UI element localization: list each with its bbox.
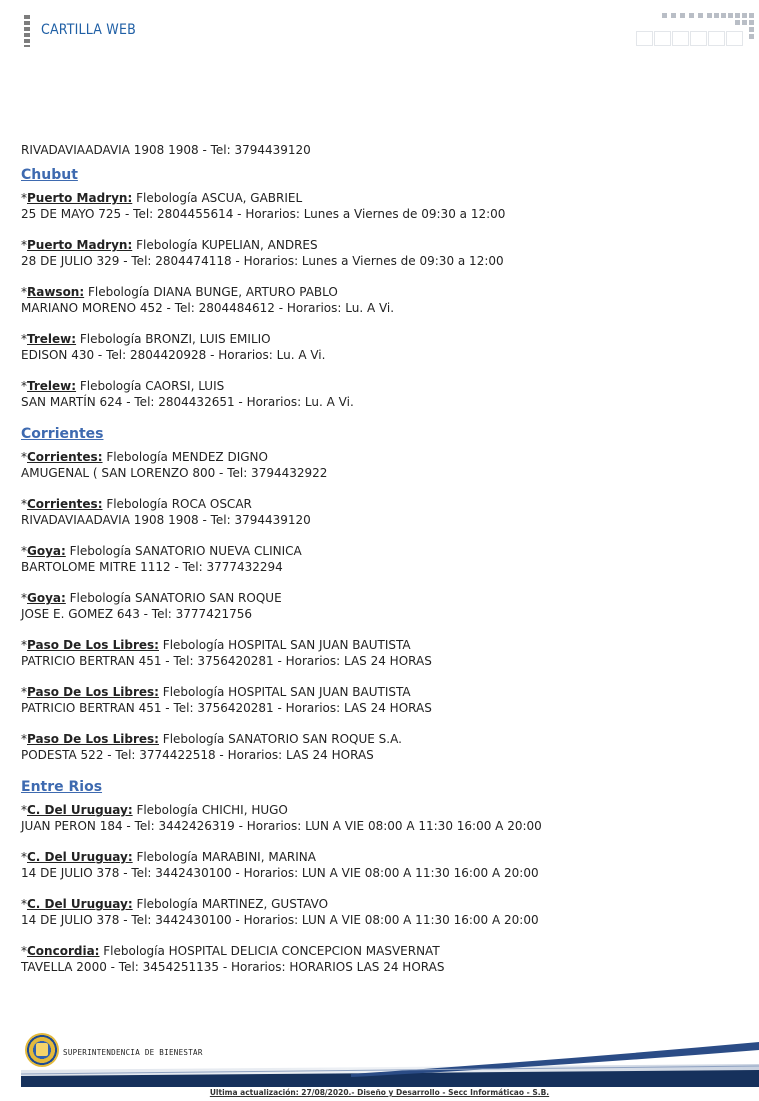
bullet-asterisk: *: [21, 379, 27, 393]
bullet-asterisk: *: [21, 544, 27, 558]
decoration-box: [690, 31, 707, 46]
provider-city: C. Del Uruguay:: [27, 897, 133, 911]
decoration-square: [742, 13, 747, 18]
provider-city: Paso De Los Libres:: [27, 732, 159, 746]
provider-name: Flebología CHICHI, HUGO: [132, 803, 288, 817]
provider-name: Flebología MENDEZ DIGNO: [102, 450, 268, 464]
provider-city: Paso De Los Libres:: [27, 685, 159, 699]
provider-details: JUAN PERON 184 - Tel: 3442426319 - Horarios: LUN A VIE 08:00 A 11:30 16:00 A 20:00: [21, 819, 542, 833]
header-decoration: [634, 11, 759, 47]
provider-entry: [21, 731, 741, 763]
provider-city: Corrientes:: [27, 497, 103, 511]
provider-details: PATRICIO BERTRAN 451 - Tel: 3756420281 - Horarios: LAS 24 HORAS: [21, 701, 432, 715]
provider-name: Flebología HOSPITAL DELICIA CONCEPCION MASVERNAT: [99, 944, 440, 958]
provider-city: C. Del Uruguay:: [27, 803, 133, 817]
bullet-asterisk: *: [21, 850, 27, 864]
decoration-square: [735, 13, 740, 18]
province-heading: Entre Rios: [21, 779, 103, 795]
provider-details: 14 DE JULIO 378 - Tel: 3442430100 - Horarios: LUN A VIE 08:00 A 11:30 16:00 A 20:00: [21, 913, 539, 927]
provider-title-line: [21, 190, 741, 206]
provider-entry: [21, 190, 741, 222]
provider-title-line: [21, 684, 741, 700]
provider-name: Flebología SANATORIO NUEVA CLINICA: [65, 544, 302, 558]
provider-details: AMUGENAL ( SAN LORENZO 800 - Tel: 3794432922: [21, 466, 328, 480]
provider-title-line: [21, 496, 741, 512]
decoration-square: [707, 13, 712, 18]
province-heading: Corrientes: [21, 426, 104, 442]
provider-entry: [21, 684, 741, 716]
decoration-square: [680, 13, 685, 18]
provider-title-line: [21, 284, 741, 300]
provider-city: Goya:: [27, 544, 66, 558]
provider-title-line: [21, 449, 741, 465]
bullet-asterisk: *: [21, 803, 27, 817]
provider-title-line: [21, 731, 741, 747]
provider-name: Flebología MARTINEZ, GUSTAVO: [132, 897, 329, 911]
last-updated: Ultima actualización: 27/08/2020.- Diseño y Desarrollo - Secc Informáticao - S.B.: [209, 1088, 550, 1097]
decoration-square: [728, 13, 733, 18]
provider-entry: [21, 331, 741, 363]
decoration-square: [749, 13, 754, 18]
provider-title-line: [21, 543, 741, 559]
decoration-box: [636, 31, 653, 46]
provider-name: Flebología ROCA OSCAR: [102, 497, 252, 511]
decoration-box: [708, 31, 725, 46]
provider-city: Puerto Madryn:: [27, 238, 133, 252]
decoration-square: [721, 13, 726, 18]
provider-details: SAN MARTÍN 624 - Tel: 2804432651 - Horarios: Lu. A Vi.: [21, 395, 354, 409]
provider-city: Goya:: [27, 591, 66, 605]
decoration-square: [735, 20, 740, 25]
provider-name: Flebología ASCUA, GABRIEL: [132, 191, 303, 205]
provider-entry: [21, 590, 741, 622]
provider-details: 25 DE MAYO 725 - Tel: 2804455614 - Horarios: Lunes a Viernes de 09:30 a 12:00: [21, 207, 506, 221]
provider-entry: [21, 378, 741, 410]
header-bar-icon: [24, 15, 30, 47]
bullet-asterisk: *: [21, 591, 27, 605]
decoration-square: [698, 13, 703, 18]
decoration-square: [749, 27, 754, 32]
provider-entry: [21, 849, 741, 881]
bullet-asterisk: *: [21, 285, 27, 299]
decoration-square: [749, 20, 754, 25]
provider-entry: [21, 943, 741, 975]
province-heading: Chubut: [21, 167, 78, 183]
page-footer: [21, 1030, 759, 1087]
bullet-asterisk: *: [21, 497, 27, 511]
provider-details: 28 DE JULIO 329 - Tel: 2804474118 - Horarios: Lunes a Viernes de 09:30 a 12:00: [21, 254, 504, 268]
provider-city: Puerto Madryn:: [27, 191, 133, 205]
provider-name: Flebología SANATORIO SAN ROQUE: [65, 591, 282, 605]
provider-title-line: [21, 943, 741, 959]
provider-city: Corrientes:: [27, 450, 103, 464]
continued-entry-details: RIVADAVIAADAVIA 1908 1908 - Tel: 3794439120: [21, 143, 311, 157]
provider-entry: [21, 284, 741, 316]
decoration-box: [654, 31, 671, 46]
province-list: [21, 166, 741, 975]
provider-details: 14 DE JULIO 378 - Tel: 3442430100 - Horarios: LUN A VIE 08:00 A 11:30 16:00 A 20:00: [21, 866, 539, 880]
provider-city: Paso De Los Libres:: [27, 638, 159, 652]
provider-entry: [21, 637, 741, 669]
decoration-box: [726, 31, 743, 46]
provider-name: Flebología KUPELIAN, ANDRES: [132, 238, 318, 252]
provider-details: BARTOLOME MITRE 1112 - Tel: 3777432294: [21, 560, 283, 574]
provider-title-line: [21, 237, 741, 253]
provider-name: Flebología SANATORIO SAN ROQUE S.A.: [158, 732, 402, 746]
provider-name: Flebología HOSPITAL SAN JUAN BAUTISTA: [158, 638, 411, 652]
page-title: CARTILLA WEB: [41, 22, 136, 38]
provider-details: PODESTA 522 - Tel: 3774422518 - Horarios: LAS 24 HORAS: [21, 748, 374, 762]
decoration-square: [742, 20, 747, 25]
provider-name: Flebología DIANA BUNGE, ARTURO PABLO: [84, 285, 338, 299]
footer-organization: SUPERINTENDENCIA DE BIENESTAR: [63, 1048, 203, 1057]
bullet-asterisk: *: [21, 638, 27, 652]
provider-name: Flebología BRONZI, LUIS EMILIO: [76, 332, 271, 346]
decoration-square: [714, 13, 719, 18]
provider-details: PATRICIO BERTRAN 451 - Tel: 3756420281 - Horarios: LAS 24 HORAS: [21, 654, 432, 668]
provider-entry: [21, 449, 741, 481]
superintendencia-seal-icon: [25, 1033, 59, 1067]
directory-content: [21, 142, 741, 990]
provider-details: RIVADAVIAADAVIA 1908 1908 - Tel: 3794439120: [21, 513, 311, 527]
provider-title-line: [21, 331, 741, 347]
provider-title-line: [21, 896, 741, 912]
provider-title-line: [21, 802, 741, 818]
decoration-square: [749, 34, 754, 39]
decoration-box: [672, 31, 689, 46]
footer-banner: [21, 1030, 759, 1087]
provider-city: Trelew:: [27, 332, 77, 346]
provider-entry: [21, 896, 741, 928]
provider-title-line: [21, 849, 741, 865]
bullet-asterisk: *: [21, 897, 27, 911]
bullet-asterisk: *: [21, 191, 27, 205]
bullet-asterisk: *: [21, 944, 27, 958]
provider-details: EDISON 430 - Tel: 2804420928 - Horarios: Lu. A Vi.: [21, 348, 326, 362]
provider-title-line: [21, 590, 741, 606]
bullet-asterisk: *: [21, 238, 27, 252]
page-header: [0, 0, 759, 60]
bullet-asterisk: *: [21, 332, 27, 346]
provider-entry: [21, 543, 741, 575]
bullet-asterisk: *: [21, 450, 27, 464]
provider-entry: [21, 496, 741, 528]
bullet-asterisk: *: [21, 732, 27, 746]
provider-name: Flebología MARABINI, MARINA: [132, 850, 316, 864]
bullet-asterisk: *: [21, 685, 27, 699]
provider-entry: [21, 237, 741, 269]
provider-details: JOSE E. GOMEZ 643 - Tel: 3777421756: [21, 607, 252, 621]
provider-title-line: [21, 637, 741, 653]
provider-city: Rawson:: [27, 285, 85, 299]
provider-details: TAVELLA 2000 - Tel: 3454251135 - Horarios: HORARIOS LAS 24 HORAS: [21, 960, 445, 974]
provider-name: Flebología CAORSI, LUIS: [76, 379, 225, 393]
provider-title-line: [21, 378, 741, 394]
decoration-square: [671, 13, 676, 18]
provider-city: Trelew:: [27, 379, 77, 393]
provider-name: Flebología HOSPITAL SAN JUAN BAUTISTA: [158, 685, 411, 699]
decoration-square: [689, 13, 694, 18]
provider-city: C. Del Uruguay:: [27, 850, 133, 864]
provider-city: Concordia:: [27, 944, 100, 958]
provider-details: MARIANO MORENO 452 - Tel: 2804484612 - Horarios: Lu. A Vi.: [21, 301, 395, 315]
provider-entry: [21, 802, 741, 834]
decoration-square: [662, 13, 667, 18]
